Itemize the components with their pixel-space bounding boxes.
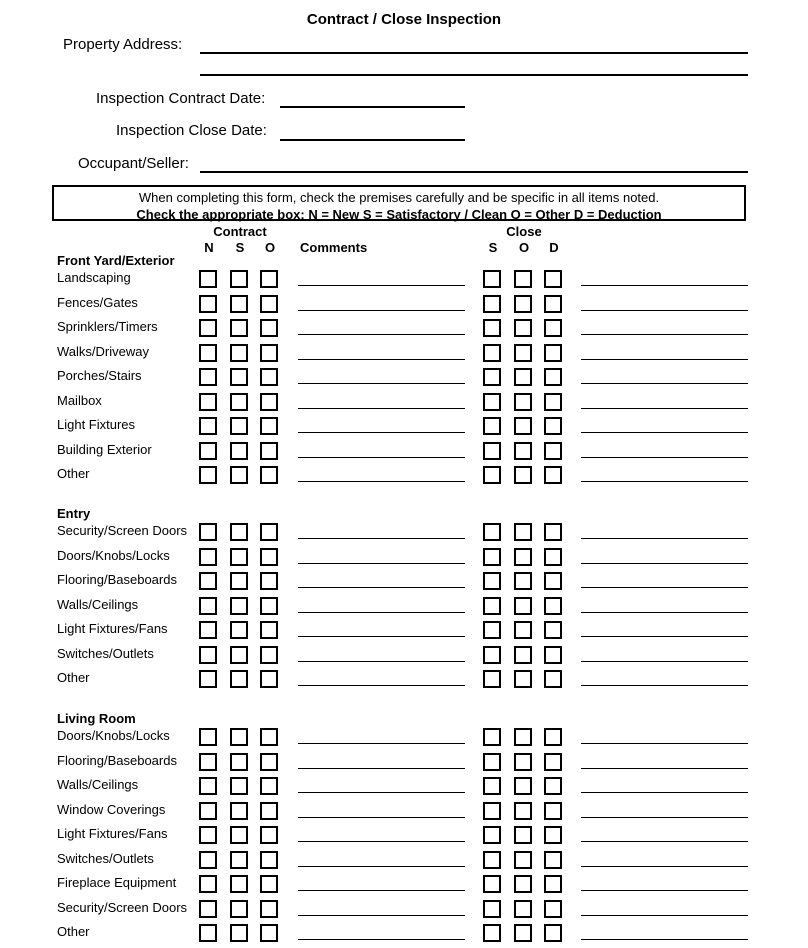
close-s-checkbox[interactable] [483, 572, 501, 590]
occupant-seller-field[interactable] [200, 171, 748, 173]
item-label: Security/Screen Doors [57, 523, 188, 538]
contract-o-checkbox[interactable] [260, 572, 278, 590]
contract-s-checkbox[interactable] [230, 344, 248, 362]
close-d-checkbox[interactable] [544, 802, 562, 820]
close-d-checkbox[interactable] [544, 295, 562, 313]
contract-comment-line[interactable] [298, 334, 465, 335]
close-s-checkbox[interactable] [483, 466, 501, 484]
close-o-checkbox[interactable] [514, 670, 532, 688]
close-s-checkbox[interactable] [483, 728, 501, 746]
contract-s-checkbox[interactable] [230, 523, 248, 541]
contract-n-checkbox[interactable] [199, 646, 217, 664]
close-comment-line[interactable] [581, 432, 748, 433]
close-s-checkbox[interactable] [483, 875, 501, 893]
close-s-checkbox[interactable] [483, 851, 501, 869]
contract-o-checkbox[interactable] [260, 621, 278, 639]
contract-comment-line[interactable] [298, 481, 465, 482]
item-label: Fences/Gates [57, 294, 138, 310]
item-label: Switches/Outlets [57, 850, 154, 866]
close-s-checkbox[interactable] [483, 368, 501, 386]
contract-comment-line[interactable] [298, 939, 465, 940]
contract-comment-line[interactable] [298, 768, 465, 769]
close-o-checkbox[interactable] [514, 295, 532, 313]
contract-n-checkbox[interactable] [199, 344, 217, 362]
close-d-checkbox[interactable] [544, 875, 562, 893]
contract-date-label: Inspection Contract Date: [96, 90, 266, 107]
contract-n-checkbox[interactable] [199, 924, 217, 942]
close-s-checkbox[interactable] [483, 295, 501, 313]
contract-o-checkbox[interactable] [260, 597, 278, 615]
close-col-d: D [549, 240, 559, 255]
close-d-checkbox[interactable] [544, 670, 562, 688]
contract-s-checkbox[interactable] [230, 295, 248, 313]
close-s-checkbox[interactable] [483, 802, 501, 820]
close-o-checkbox[interactable] [514, 368, 532, 386]
contract-comment-line[interactable] [298, 817, 465, 818]
close-comment-line[interactable] [581, 792, 748, 793]
contract-comment-line[interactable] [298, 792, 465, 793]
contract-n-checkbox[interactable] [199, 753, 217, 771]
close-s-checkbox[interactable] [483, 344, 501, 362]
contract-n-checkbox[interactable] [199, 270, 217, 288]
contract-s-checkbox[interactable] [230, 621, 248, 639]
contract-o-checkbox[interactable] [260, 319, 278, 337]
contract-comment-line[interactable] [298, 285, 465, 286]
contract-col-n: N [204, 240, 214, 255]
close-o-checkbox[interactable] [514, 924, 532, 942]
close-o-checkbox[interactable] [514, 393, 532, 411]
close-d-checkbox[interactable] [544, 572, 562, 590]
occupant-seller-label: Occupant/Seller: [78, 155, 189, 172]
contract-comment-line[interactable] [298, 563, 465, 564]
contract-o-checkbox[interactable] [260, 466, 278, 484]
item-label: Other [57, 924, 90, 939]
close-comment-line[interactable] [581, 636, 748, 637]
close-s-checkbox[interactable] [483, 597, 501, 615]
contract-comment-line[interactable] [298, 612, 465, 613]
close-d-checkbox[interactable] [544, 753, 562, 771]
contract-o-checkbox[interactable] [260, 548, 278, 566]
close-o-checkbox[interactable] [514, 572, 532, 590]
contract-comment-line[interactable] [298, 587, 465, 588]
contract-s-checkbox[interactable] [230, 777, 248, 795]
contract-n-checkbox[interactable] [199, 597, 217, 615]
item-label: Doors/Knobs/Locks [57, 547, 170, 563]
contract-n-checkbox[interactable] [199, 728, 217, 746]
close-s-checkbox[interactable] [483, 270, 501, 288]
item-label: Other [57, 670, 90, 685]
contract-s-checkbox[interactable] [230, 924, 248, 942]
close-o-checkbox[interactable] [514, 597, 532, 615]
contract-s-checkbox[interactable] [230, 572, 248, 590]
contract-s-checkbox[interactable] [230, 802, 248, 820]
close-s-checkbox[interactable] [483, 924, 501, 942]
close-s-checkbox[interactable] [483, 417, 501, 435]
item-label: Flooring/Baseboards [57, 572, 177, 587]
item-label: Window Coverings [57, 801, 166, 817]
contract-n-checkbox[interactable] [199, 466, 217, 484]
contract-o-checkbox[interactable] [260, 344, 278, 362]
contract-n-checkbox[interactable] [199, 368, 217, 386]
contract-o-checkbox[interactable] [260, 417, 278, 435]
close-o-checkbox[interactable] [514, 548, 532, 566]
close-d-checkbox[interactable] [544, 826, 562, 844]
contract-s-checkbox[interactable] [230, 393, 248, 411]
close-d-checkbox[interactable] [544, 523, 562, 541]
contract-s-checkbox[interactable] [230, 826, 248, 844]
contract-s-checkbox[interactable] [230, 368, 248, 386]
close-o-checkbox[interactable] [514, 646, 532, 664]
contract-s-checkbox[interactable] [230, 753, 248, 771]
item-label: Switches/Outlets [57, 645, 154, 661]
section-title: Front Yard/Exterior [57, 253, 175, 268]
item-label: Fireplace Equipment [57, 875, 177, 890]
close-o-checkbox[interactable] [514, 523, 532, 541]
close-comment-line[interactable] [581, 563, 748, 564]
item-label: Walks/Driveway [57, 343, 149, 359]
property-address-line-1[interactable] [200, 52, 748, 54]
contract-o-checkbox[interactable] [260, 753, 278, 771]
close-d-checkbox[interactable] [544, 417, 562, 435]
section-title: Entry [57, 506, 91, 521]
close-comment-line[interactable] [581, 408, 748, 409]
instructions-box [52, 185, 746, 221]
close-d-checkbox[interactable] [544, 851, 562, 869]
contract-o-checkbox[interactable] [260, 393, 278, 411]
close-s-checkbox[interactable] [483, 826, 501, 844]
close-comment-line[interactable] [581, 457, 748, 458]
contract-s-checkbox[interactable] [230, 597, 248, 615]
item-label: Building Exterior [57, 441, 152, 457]
contract-o-checkbox[interactable] [260, 728, 278, 746]
close-d-checkbox[interactable] [544, 900, 562, 918]
close-comment-line[interactable] [581, 841, 748, 842]
close-comment-line[interactable] [581, 890, 748, 891]
contract-comment-line[interactable] [298, 743, 465, 744]
contract-n-checkbox[interactable] [199, 670, 217, 688]
close-comment-line[interactable] [581, 310, 748, 311]
close-o-checkbox[interactable] [514, 466, 532, 484]
item-label: Mailbox [57, 392, 102, 408]
close-s-checkbox[interactable] [483, 442, 501, 460]
form-title: Contract / Close Inspection [306, 11, 502, 28]
contract-o-checkbox[interactable] [260, 802, 278, 820]
close-comment-line[interactable] [581, 685, 748, 686]
close-o-checkbox[interactable] [514, 417, 532, 435]
contract-n-checkbox[interactable] [199, 523, 217, 541]
close-comment-line[interactable] [581, 334, 748, 335]
close-d-checkbox[interactable] [544, 548, 562, 566]
close-comment-line[interactable] [581, 538, 748, 539]
contract-o-checkbox[interactable] [260, 924, 278, 942]
contract-o-checkbox[interactable] [260, 826, 278, 844]
close-o-checkbox[interactable] [514, 728, 532, 746]
item-label: Landscaping [57, 270, 131, 285]
close-date-label: Inspection Close Date: [116, 122, 267, 139]
contract-o-checkbox[interactable] [260, 646, 278, 664]
close-d-checkbox[interactable] [544, 777, 562, 795]
contract-o-checkbox[interactable] [260, 875, 278, 893]
close-d-checkbox[interactable] [544, 442, 562, 460]
close-o-checkbox[interactable] [514, 900, 532, 918]
item-label: Sprinklers/Timers [57, 319, 158, 334]
close-comment-line[interactable] [581, 743, 748, 744]
contract-o-checkbox[interactable] [260, 295, 278, 313]
instructions-line-2: Check the appropriate box: N = New S = Satisfactory / Clean O = Other D = Deduction [136, 207, 662, 222]
contract-s-checkbox[interactable] [230, 851, 248, 869]
section-title: Living Room [57, 711, 136, 726]
contract-n-checkbox[interactable] [199, 802, 217, 820]
close-o-checkbox[interactable] [514, 319, 532, 337]
contract-s-checkbox[interactable] [230, 442, 248, 460]
contract-o-checkbox[interactable] [260, 670, 278, 688]
close-d-checkbox[interactable] [544, 924, 562, 942]
item-label: Doors/Knobs/Locks [57, 728, 170, 743]
property-address-label: Property Address: [63, 36, 183, 53]
contract-date-field[interactable] [280, 106, 465, 108]
item-label: Flooring/Baseboards [57, 752, 177, 768]
contract-o-checkbox[interactable] [260, 900, 278, 918]
close-d-checkbox[interactable] [544, 621, 562, 639]
contract-col-s: S [235, 240, 245, 255]
close-d-checkbox[interactable] [544, 466, 562, 484]
contract-n-checkbox[interactable] [199, 826, 217, 844]
contract-n-checkbox[interactable] [199, 777, 217, 795]
close-d-checkbox[interactable] [544, 319, 562, 337]
close-comment-line[interactable] [581, 383, 748, 384]
contract-n-checkbox[interactable] [199, 548, 217, 566]
contract-comment-line[interactable] [298, 310, 465, 311]
contract-s-checkbox[interactable] [230, 875, 248, 893]
close-comment-line[interactable] [581, 939, 748, 940]
close-d-checkbox[interactable] [544, 728, 562, 746]
close-s-checkbox[interactable] [483, 777, 501, 795]
close-o-checkbox[interactable] [514, 270, 532, 288]
item-label: Light Fixtures/Fans [57, 621, 168, 636]
contract-n-checkbox[interactable] [199, 875, 217, 893]
close-comment-line[interactable] [581, 661, 748, 662]
close-comment-line[interactable] [581, 915, 748, 916]
contract-comment-line[interactable] [298, 383, 465, 384]
close-s-checkbox[interactable] [483, 753, 501, 771]
item-label: Security/Screen Doors [57, 899, 188, 915]
contract-n-checkbox[interactable] [199, 442, 217, 460]
close-d-checkbox[interactable] [544, 597, 562, 615]
close-s-checkbox[interactable] [483, 621, 501, 639]
close-s-checkbox[interactable] [483, 548, 501, 566]
close-comment-line[interactable] [581, 768, 748, 769]
contract-n-checkbox[interactable] [199, 319, 217, 337]
contract-s-checkbox[interactable] [230, 548, 248, 566]
contract-comment-line[interactable] [298, 636, 465, 637]
contract-o-checkbox[interactable] [260, 442, 278, 460]
close-s-checkbox[interactable] [483, 670, 501, 688]
contract-n-checkbox[interactable] [199, 900, 217, 918]
item-label: Light Fixtures/Fans [57, 826, 168, 841]
close-comment-line[interactable] [581, 866, 748, 867]
contract-s-checkbox[interactable] [230, 900, 248, 918]
close-s-checkbox[interactable] [483, 523, 501, 541]
contract-n-checkbox[interactable] [199, 417, 217, 435]
contract-comment-line[interactable] [298, 915, 465, 916]
contract-comment-line[interactable] [298, 408, 465, 409]
contract-o-checkbox[interactable] [260, 851, 278, 869]
contract-comment-line[interactable] [298, 359, 465, 360]
contract-s-checkbox[interactable] [230, 417, 248, 435]
close-s-checkbox[interactable] [483, 319, 501, 337]
contract-n-checkbox[interactable] [199, 393, 217, 411]
contract-o-checkbox[interactable] [260, 368, 278, 386]
close-comment-line[interactable] [581, 359, 748, 360]
contract-o-checkbox[interactable] [260, 777, 278, 795]
contract-s-checkbox[interactable] [230, 728, 248, 746]
close-d-checkbox[interactable] [544, 646, 562, 664]
close-column-header: Close [506, 224, 542, 239]
item-label: Other [57, 466, 90, 481]
close-comment-line[interactable] [581, 481, 748, 482]
contract-s-checkbox[interactable] [230, 270, 248, 288]
contract-comment-line[interactable] [298, 890, 465, 891]
contract-o-checkbox[interactable] [260, 523, 278, 541]
contract-comment-line[interactable] [298, 685, 465, 686]
contract-comment-line[interactable] [298, 866, 465, 867]
close-o-checkbox[interactable] [514, 802, 532, 820]
close-o-checkbox[interactable] [514, 851, 532, 869]
close-d-checkbox[interactable] [544, 270, 562, 288]
close-s-checkbox[interactable] [483, 393, 501, 411]
close-col-s: S [488, 240, 498, 255]
close-o-checkbox[interactable] [514, 442, 532, 460]
instructions-line-1: When completing this form, check the premises carefully and be specific in all items noted. [138, 190, 660, 205]
close-o-checkbox[interactable] [514, 344, 532, 362]
contract-s-checkbox[interactable] [230, 466, 248, 484]
close-s-checkbox[interactable] [483, 900, 501, 918]
close-d-checkbox[interactable] [544, 393, 562, 411]
contract-col-o: O [264, 240, 276, 255]
close-comment-line[interactable] [581, 612, 748, 613]
close-d-checkbox[interactable] [544, 368, 562, 386]
contract-s-checkbox[interactable] [230, 646, 248, 664]
contract-comment-line[interactable] [298, 661, 465, 662]
contract-s-checkbox[interactable] [230, 670, 248, 688]
close-comment-line[interactable] [581, 817, 748, 818]
close-d-checkbox[interactable] [544, 344, 562, 362]
contract-column-header: Contract [213, 224, 267, 239]
contract-comment-line[interactable] [298, 432, 465, 433]
close-o-checkbox[interactable] [514, 621, 532, 639]
close-o-checkbox[interactable] [514, 753, 532, 771]
contract-n-checkbox[interactable] [199, 851, 217, 869]
close-o-checkbox[interactable] [514, 875, 532, 893]
close-o-checkbox[interactable] [514, 826, 532, 844]
contract-s-checkbox[interactable] [230, 319, 248, 337]
contract-comment-line[interactable] [298, 538, 465, 539]
close-date-field[interactable] [280, 139, 465, 141]
contract-n-checkbox[interactable] [199, 572, 217, 590]
item-label: Light Fixtures [57, 417, 136, 432]
close-col-o: O [518, 240, 530, 255]
close-o-checkbox[interactable] [514, 777, 532, 795]
item-label: Walls/Ceilings [57, 777, 139, 792]
contract-n-checkbox[interactable] [199, 621, 217, 639]
close-s-checkbox[interactable] [483, 646, 501, 664]
close-comment-line[interactable] [581, 285, 748, 286]
close-comment-line[interactable] [581, 587, 748, 588]
contract-n-checkbox[interactable] [199, 295, 217, 313]
contract-comment-line[interactable] [298, 841, 465, 842]
comments-column-header: Comments [300, 240, 368, 255]
contract-o-checkbox[interactable] [260, 270, 278, 288]
contract-comment-line[interactable] [298, 457, 465, 458]
item-label: Walls/Ceilings [57, 596, 139, 612]
property-address-line-2[interactable] [200, 74, 748, 76]
item-label: Porches/Stairs [57, 368, 142, 383]
